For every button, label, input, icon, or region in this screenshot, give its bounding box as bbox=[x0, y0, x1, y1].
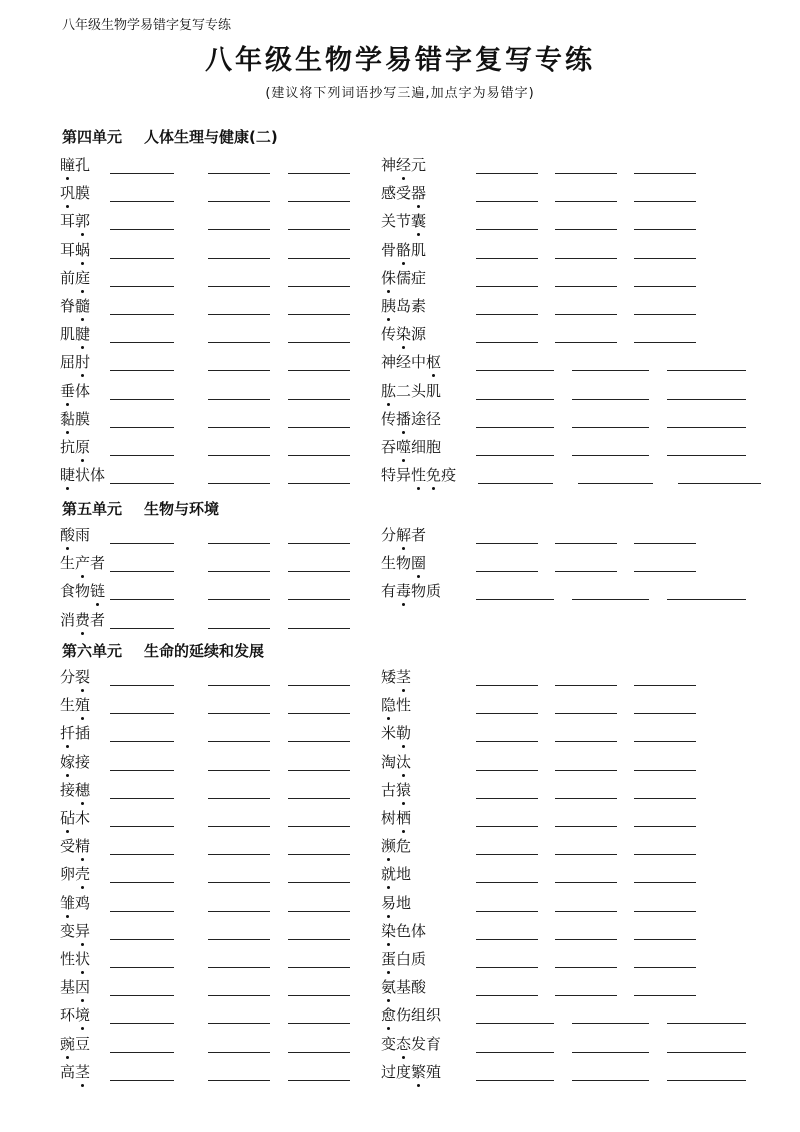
copy-blank-line[interactable] bbox=[110, 741, 174, 742]
copy-blank-line[interactable] bbox=[634, 741, 696, 742]
copy-blank-line[interactable] bbox=[634, 342, 696, 343]
copy-blank-line[interactable] bbox=[476, 911, 538, 912]
word-entry bbox=[381, 1006, 761, 1034]
copy-blank-line[interactable] bbox=[208, 967, 270, 968]
word-text: 砧木 bbox=[60, 809, 91, 827]
page-title: 八年级生物学易错字复写专练 bbox=[205, 45, 595, 76]
copy-blank-line[interactable] bbox=[110, 342, 174, 343]
copy-blank-line[interactable] bbox=[476, 427, 554, 428]
copy-blank-line[interactable] bbox=[555, 713, 617, 714]
copy-blank-line[interactable] bbox=[110, 939, 174, 940]
word-text: 黏膜 bbox=[60, 409, 91, 428]
copy-blank-line[interactable] bbox=[208, 741, 270, 742]
copy-blank-line[interactable] bbox=[288, 882, 350, 883]
copy-blank-line[interactable] bbox=[110, 370, 174, 371]
copy-blank-line[interactable] bbox=[208, 571, 270, 572]
word-text: 古猿 bbox=[381, 780, 412, 799]
word-text: 吞噬细胞 bbox=[381, 438, 442, 456]
word-text: 过度繁殖 bbox=[381, 1062, 442, 1081]
word-text: 米勒 bbox=[381, 724, 412, 743]
copy-blank-line[interactable] bbox=[208, 1052, 270, 1053]
copy-blank-line[interactable] bbox=[572, 370, 649, 371]
copy-blank-line[interactable] bbox=[110, 455, 174, 456]
copy-blank-line[interactable] bbox=[288, 399, 350, 400]
copy-blank-line[interactable] bbox=[208, 1023, 270, 1024]
word-text: 雏鸡 bbox=[60, 893, 91, 912]
copy-blank-line[interactable] bbox=[208, 826, 270, 827]
word-text: 卵壳 bbox=[60, 865, 91, 884]
copy-blank-line[interactable] bbox=[634, 286, 696, 287]
word-entry bbox=[381, 922, 761, 950]
word-entry bbox=[381, 668, 761, 696]
copy-blank-line[interactable] bbox=[476, 713, 538, 714]
copy-blank-line[interactable] bbox=[110, 713, 174, 714]
section-title-unit-6 bbox=[62, 640, 264, 661]
copy-blank-line[interactable] bbox=[208, 1080, 270, 1081]
header-label: 八年级生物学易错字复写专练 bbox=[62, 18, 232, 33]
word-text: 消费者 bbox=[60, 610, 106, 629]
word-text: 性状 bbox=[60, 950, 91, 968]
copy-blank-line[interactable] bbox=[634, 314, 696, 315]
word-entry bbox=[381, 438, 761, 466]
copy-blank-line[interactable] bbox=[208, 798, 270, 799]
copy-blank-line[interactable] bbox=[208, 543, 270, 544]
section-topic: 生命的延续和发展 bbox=[144, 642, 265, 660]
copy-blank-line[interactable] bbox=[476, 258, 538, 259]
copy-blank-line[interactable] bbox=[634, 911, 696, 912]
copy-blank-line[interactable] bbox=[288, 258, 350, 259]
copy-blank-line[interactable] bbox=[288, 685, 350, 686]
copy-blank-line[interactable] bbox=[110, 229, 174, 230]
copy-blank-line[interactable] bbox=[208, 911, 270, 912]
word-text: 耳郭 bbox=[60, 212, 91, 231]
copy-blank-line[interactable] bbox=[634, 173, 696, 174]
word-text: 染色体 bbox=[381, 921, 427, 940]
copy-blank-line[interactable] bbox=[555, 685, 617, 686]
copy-blank-line[interactable] bbox=[208, 882, 270, 883]
copy-blank-line[interactable] bbox=[555, 854, 617, 855]
copy-blank-line[interactable] bbox=[288, 483, 350, 484]
copy-blank-line[interactable] bbox=[110, 854, 174, 855]
copy-blank-line[interactable] bbox=[110, 1080, 174, 1081]
word-entry bbox=[381, 978, 761, 1006]
copy-blank-line[interactable] bbox=[110, 826, 174, 827]
copy-blank-line[interactable] bbox=[288, 455, 350, 456]
word-entry bbox=[381, 809, 761, 837]
word-text: 变态发育 bbox=[381, 1034, 442, 1053]
word-entry bbox=[381, 241, 761, 269]
copy-blank-line[interactable] bbox=[478, 483, 553, 484]
copy-blank-line[interactable] bbox=[110, 628, 174, 629]
word-text: 睫状体 bbox=[60, 466, 106, 485]
word-text: 脊髓 bbox=[60, 297, 91, 315]
copy-blank-line[interactable] bbox=[667, 455, 746, 456]
copy-blank-line[interactable] bbox=[288, 770, 350, 771]
word-text: 生产者 bbox=[60, 554, 106, 573]
copy-blank-line[interactable] bbox=[476, 1052, 554, 1053]
copy-blank-line[interactable] bbox=[208, 628, 270, 629]
section-title-unit-5 bbox=[62, 498, 219, 519]
copy-blank-line[interactable] bbox=[634, 882, 696, 883]
copy-blank-line[interactable] bbox=[476, 1080, 554, 1081]
copy-blank-line[interactable] bbox=[634, 201, 696, 202]
copy-blank-line[interactable] bbox=[476, 882, 538, 883]
copy-blank-line[interactable] bbox=[572, 1080, 649, 1081]
copy-blank-line[interactable] bbox=[110, 571, 174, 572]
copy-blank-line[interactable] bbox=[555, 882, 617, 883]
copy-blank-line[interactable] bbox=[678, 483, 761, 484]
copy-blank-line[interactable] bbox=[110, 1052, 174, 1053]
copy-blank-line[interactable] bbox=[634, 826, 696, 827]
copy-blank-line[interactable] bbox=[288, 1023, 350, 1024]
word-entry bbox=[381, 526, 761, 554]
copy-blank-line[interactable] bbox=[110, 685, 174, 686]
word-text: 特异性免疫 bbox=[381, 466, 457, 485]
word-entry bbox=[381, 753, 761, 781]
copy-blank-line[interactable] bbox=[288, 939, 350, 940]
copy-blank-line[interactable] bbox=[667, 1023, 746, 1024]
copy-blank-line[interactable] bbox=[634, 854, 696, 855]
word-text: 屈肘 bbox=[60, 353, 91, 372]
copy-blank-line[interactable] bbox=[208, 286, 270, 287]
copy-blank-line[interactable] bbox=[110, 173, 174, 174]
copy-blank-line[interactable] bbox=[110, 258, 174, 259]
word-text: 基因 bbox=[60, 978, 91, 997]
copy-blank-line[interactable] bbox=[288, 826, 350, 827]
copy-blank-line[interactable] bbox=[555, 229, 617, 230]
word-entry bbox=[381, 582, 761, 610]
copy-blank-line[interactable] bbox=[555, 995, 617, 996]
copy-blank-line[interactable] bbox=[634, 258, 696, 259]
copy-blank-line[interactable] bbox=[555, 173, 617, 174]
copy-blank-line[interactable] bbox=[555, 342, 617, 343]
copy-blank-line[interactable] bbox=[288, 599, 350, 600]
copy-blank-line[interactable] bbox=[476, 571, 538, 572]
word-text: 前庭 bbox=[60, 268, 91, 287]
copy-blank-line[interactable] bbox=[110, 1023, 174, 1024]
word-text: 易地 bbox=[381, 893, 412, 912]
copy-blank-line[interactable] bbox=[476, 826, 538, 827]
copy-blank-line[interactable] bbox=[110, 427, 174, 428]
word-text: 神经元 bbox=[381, 156, 427, 174]
word-text: 感受器 bbox=[381, 184, 427, 203]
copy-blank-line[interactable] bbox=[288, 370, 350, 371]
word-text: 矮茎 bbox=[381, 668, 412, 686]
copy-blank-line[interactable] bbox=[110, 995, 174, 996]
copy-blank-line[interactable] bbox=[208, 854, 270, 855]
copy-blank-line[interactable] bbox=[288, 342, 350, 343]
copy-blank-line[interactable] bbox=[110, 483, 174, 484]
word-text: 淘汰 bbox=[381, 752, 412, 771]
word-text: 濒危 bbox=[381, 837, 412, 856]
copy-blank-line[interactable] bbox=[476, 854, 538, 855]
copy-blank-line[interactable] bbox=[110, 911, 174, 912]
word-text: 侏儒症 bbox=[381, 268, 427, 287]
section-name: 第五单元 bbox=[62, 500, 123, 518]
copy-blank-line[interactable] bbox=[208, 770, 270, 771]
copy-blank-line[interactable] bbox=[555, 826, 617, 827]
copy-blank-line[interactable] bbox=[667, 427, 746, 428]
word-text: 抗原 bbox=[60, 438, 91, 456]
copy-blank-line[interactable] bbox=[476, 399, 554, 400]
section-title-unit-4 bbox=[62, 126, 278, 147]
copy-blank-line[interactable] bbox=[208, 995, 270, 996]
word-entry bbox=[381, 950, 761, 978]
copy-blank-line[interactable] bbox=[288, 854, 350, 855]
word-entry bbox=[60, 611, 440, 639]
word-entry bbox=[381, 837, 761, 865]
copy-blank-line[interactable] bbox=[476, 342, 538, 343]
copy-blank-line[interactable] bbox=[288, 995, 350, 996]
copy-blank-line[interactable] bbox=[555, 543, 617, 544]
copy-blank-line[interactable] bbox=[667, 1080, 746, 1081]
word-text: 环境 bbox=[60, 1006, 91, 1025]
word-text: 嫁接 bbox=[60, 752, 91, 771]
copy-blank-line[interactable] bbox=[634, 713, 696, 714]
copy-blank-line[interactable] bbox=[208, 599, 270, 600]
copy-blank-line[interactable] bbox=[555, 258, 617, 259]
section-name: 第六单元 bbox=[62, 642, 123, 660]
word-text: 神经中枢 bbox=[381, 353, 442, 372]
word-text: 垂体 bbox=[60, 381, 91, 400]
copy-blank-line[interactable] bbox=[288, 427, 350, 428]
copy-blank-line[interactable] bbox=[288, 229, 350, 230]
copy-blank-line[interactable] bbox=[555, 314, 617, 315]
copy-blank-line[interactable] bbox=[288, 1052, 350, 1053]
word-text: 分解者 bbox=[381, 526, 427, 544]
copy-blank-line[interactable] bbox=[288, 201, 350, 202]
copy-blank-line[interactable] bbox=[208, 201, 270, 202]
copy-blank-line[interactable] bbox=[288, 798, 350, 799]
copy-blank-line[interactable] bbox=[110, 882, 174, 883]
copy-blank-line[interactable] bbox=[634, 939, 696, 940]
copy-blank-line[interactable] bbox=[110, 286, 174, 287]
copy-blank-line[interactable] bbox=[476, 741, 538, 742]
word-text: 有毒物质 bbox=[381, 582, 442, 601]
copy-blank-line[interactable] bbox=[110, 599, 174, 600]
copy-blank-line[interactable] bbox=[572, 399, 649, 400]
copy-blank-line[interactable] bbox=[208, 713, 270, 714]
word-entry bbox=[381, 353, 761, 381]
copy-blank-line[interactable] bbox=[288, 173, 350, 174]
copy-blank-line[interactable] bbox=[208, 427, 270, 428]
word-text: 生物圈 bbox=[381, 554, 427, 573]
page-subtitle: (建议将下列词语抄写三遍,加点字为易错字) bbox=[265, 86, 535, 101]
copy-blank-line[interactable] bbox=[667, 370, 746, 371]
word-entry bbox=[381, 212, 761, 240]
copy-blank-line[interactable] bbox=[476, 1023, 554, 1024]
copy-blank-line[interactable] bbox=[555, 798, 617, 799]
copy-blank-line[interactable] bbox=[208, 342, 270, 343]
copy-blank-line[interactable] bbox=[208, 229, 270, 230]
word-text: 氨基酸 bbox=[381, 978, 427, 997]
word-entry bbox=[381, 1063, 761, 1091]
word-text: 高茎 bbox=[60, 1062, 91, 1081]
word-text: 隐性 bbox=[381, 696, 412, 715]
word-entry bbox=[381, 410, 761, 438]
word-entry bbox=[381, 466, 761, 494]
copy-blank-line[interactable] bbox=[667, 599, 746, 600]
copy-blank-line[interactable] bbox=[208, 258, 270, 259]
copy-blank-line[interactable] bbox=[555, 201, 617, 202]
word-entry bbox=[381, 1035, 761, 1063]
word-entry bbox=[381, 156, 761, 184]
copy-blank-line[interactable] bbox=[476, 939, 538, 940]
copy-blank-line[interactable] bbox=[110, 798, 174, 799]
word-entry bbox=[381, 724, 761, 752]
word-entry bbox=[381, 382, 761, 410]
word-text: 就地 bbox=[381, 865, 412, 884]
word-text: 瞳孔 bbox=[60, 156, 91, 174]
word-text: 骨骼肌 bbox=[381, 240, 427, 259]
word-text: 分裂 bbox=[60, 668, 91, 686]
word-text: 肌腱 bbox=[60, 325, 91, 344]
word-entry bbox=[381, 781, 761, 809]
copy-blank-line[interactable] bbox=[110, 201, 174, 202]
word-text: 巩膜 bbox=[60, 184, 91, 203]
copy-blank-line[interactable] bbox=[476, 685, 538, 686]
word-text: 酸雨 bbox=[60, 526, 91, 544]
copy-blank-line[interactable] bbox=[634, 995, 696, 996]
word-text: 豌豆 bbox=[60, 1034, 91, 1053]
copy-blank-line[interactable] bbox=[634, 229, 696, 230]
word-text: 变异 bbox=[60, 921, 91, 940]
word-text: 扦插 bbox=[60, 724, 91, 743]
copy-blank-line[interactable] bbox=[555, 939, 617, 940]
word-entry bbox=[381, 325, 761, 353]
copy-blank-line[interactable] bbox=[555, 571, 617, 572]
copy-blank-line[interactable] bbox=[476, 370, 554, 371]
copy-blank-line[interactable] bbox=[476, 967, 538, 968]
copy-blank-line[interactable] bbox=[476, 995, 538, 996]
copy-blank-line[interactable] bbox=[634, 685, 696, 686]
copy-blank-line[interactable] bbox=[572, 599, 649, 600]
copy-blank-line[interactable] bbox=[208, 173, 270, 174]
copy-blank-line[interactable] bbox=[476, 201, 538, 202]
word-entry bbox=[381, 297, 761, 325]
copy-blank-line[interactable] bbox=[578, 483, 653, 484]
copy-blank-line[interactable] bbox=[208, 399, 270, 400]
word-text: 接穗 bbox=[60, 780, 91, 799]
word-text: 关节囊 bbox=[381, 212, 427, 231]
copy-blank-line[interactable] bbox=[288, 286, 350, 287]
copy-blank-line[interactable] bbox=[555, 967, 617, 968]
copy-blank-line[interactable] bbox=[476, 286, 538, 287]
copy-blank-line[interactable] bbox=[110, 314, 174, 315]
copy-blank-line[interactable] bbox=[555, 770, 617, 771]
word-text: 生殖 bbox=[60, 696, 91, 715]
section-topic: 生物与环境 bbox=[144, 500, 220, 518]
copy-blank-line[interactable] bbox=[208, 314, 270, 315]
copy-blank-line[interactable] bbox=[288, 571, 350, 572]
copy-blank-line[interactable] bbox=[572, 1023, 649, 1024]
copy-blank-line[interactable] bbox=[634, 571, 696, 572]
copy-blank-line[interactable] bbox=[634, 798, 696, 799]
copy-blank-line[interactable] bbox=[288, 741, 350, 742]
copy-blank-line[interactable] bbox=[476, 229, 538, 230]
copy-blank-line[interactable] bbox=[288, 628, 350, 629]
copy-blank-line[interactable] bbox=[476, 455, 554, 456]
copy-blank-line[interactable] bbox=[208, 685, 270, 686]
copy-blank-line[interactable] bbox=[634, 967, 696, 968]
copy-blank-line[interactable] bbox=[476, 599, 554, 600]
copy-blank-line[interactable] bbox=[572, 427, 649, 428]
word-entry bbox=[381, 554, 761, 582]
copy-blank-line[interactable] bbox=[476, 314, 538, 315]
copy-blank-line[interactable] bbox=[634, 770, 696, 771]
copy-blank-line[interactable] bbox=[208, 939, 270, 940]
copy-blank-line[interactable] bbox=[110, 399, 174, 400]
copy-blank-line[interactable] bbox=[288, 967, 350, 968]
copy-blank-line[interactable] bbox=[110, 543, 174, 544]
copy-blank-line[interactable] bbox=[476, 543, 538, 544]
copy-blank-line[interactable] bbox=[208, 370, 270, 371]
word-text: 胰岛素 bbox=[381, 297, 427, 315]
word-entry bbox=[381, 894, 761, 922]
word-text: 受精 bbox=[60, 837, 91, 856]
copy-blank-line[interactable] bbox=[667, 1052, 746, 1053]
copy-blank-line[interactable] bbox=[288, 543, 350, 544]
copy-blank-line[interactable] bbox=[208, 455, 270, 456]
word-text: 耳蜗 bbox=[60, 240, 91, 259]
copy-blank-line[interactable] bbox=[110, 967, 174, 968]
word-text: 愈伤组织 bbox=[381, 1006, 442, 1025]
copy-blank-line[interactable] bbox=[555, 911, 617, 912]
word-entry bbox=[381, 865, 761, 893]
word-entry bbox=[381, 269, 761, 297]
copy-blank-line[interactable] bbox=[634, 543, 696, 544]
word-text: 传播途径 bbox=[381, 409, 442, 428]
section-name: 第四单元 bbox=[62, 128, 123, 146]
copy-blank-line[interactable] bbox=[572, 455, 649, 456]
copy-blank-line[interactable] bbox=[476, 798, 538, 799]
copy-blank-line[interactable] bbox=[288, 911, 350, 912]
copy-blank-line[interactable] bbox=[667, 399, 746, 400]
section-topic: 人体生理与健康(二) bbox=[144, 128, 278, 146]
copy-blank-line[interactable] bbox=[555, 286, 617, 287]
word-entry bbox=[381, 184, 761, 212]
word-text: 肱二头肌 bbox=[381, 381, 442, 400]
word-text: 蛋白质 bbox=[381, 950, 427, 968]
copy-blank-line[interactable] bbox=[288, 713, 350, 714]
word-text: 传染源 bbox=[381, 325, 427, 344]
copy-blank-line[interactable] bbox=[208, 483, 270, 484]
word-entry bbox=[381, 696, 761, 724]
copy-blank-line[interactable] bbox=[555, 741, 617, 742]
copy-blank-line[interactable] bbox=[572, 1052, 649, 1053]
word-text: 树栖 bbox=[381, 809, 412, 827]
copy-blank-line[interactable] bbox=[288, 1080, 350, 1081]
copy-blank-line[interactable] bbox=[476, 173, 538, 174]
word-text: 食物链 bbox=[60, 582, 106, 601]
copy-blank-line[interactable] bbox=[110, 770, 174, 771]
copy-blank-line[interactable] bbox=[476, 770, 538, 771]
copy-blank-line[interactable] bbox=[288, 314, 350, 315]
